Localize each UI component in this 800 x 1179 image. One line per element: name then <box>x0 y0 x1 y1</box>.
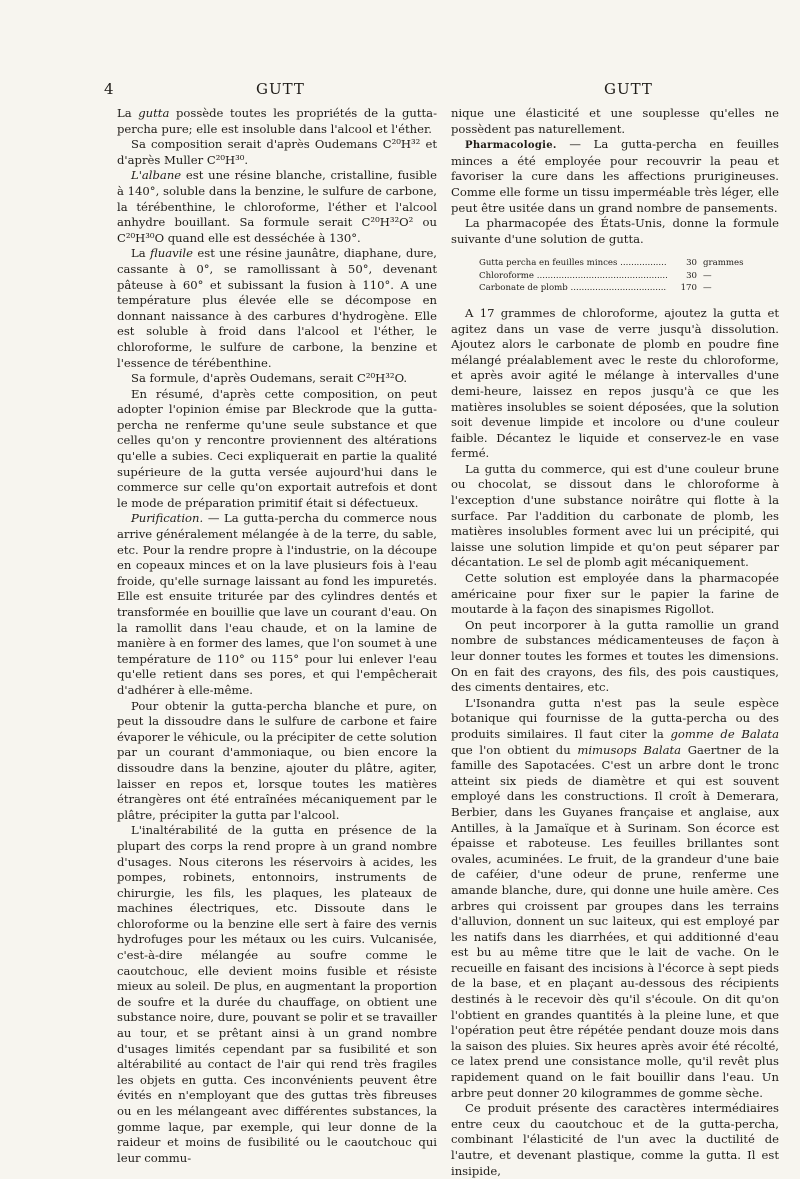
paragraph: En résumé, d'après cette composition, on peut adopter l'opinion émise par Bleckrode que la gutta-percha ne renferme qu'une seule substance et que celles qu'on y rencontre proviennent des altérations qu'elle a subies. Ceci expliquerait en partie la qualité supérieure de la gutta versée aujourd'hui dans le commerce sur celle qu'on exportait autrefois et dont le mode de préparation primitif était si défectueux. <box>117 386 437 510</box>
formula-row: Carbonate de plomb ..... 170 — <box>479 282 751 294</box>
term: fluavile <box>150 246 193 261</box>
paragraph: On peut incorporer à la gutta ramollie un grand nombre de substances médicamenteuses de façon à leur donner toutes les formes et toutes les dimensions. On en fait des crayons, des fils, des pois caustiques, des ciments dentaires, etc. <box>451 617 779 695</box>
left-column <box>117 106 437 1166</box>
paragraph: La gutta du commerce, qui est d'une couleur brune ou chocolat, se dissout dans le chloroforme à l'exception d'une substance noirâtre qui flotte à la surface. Par l'addition du carbonate de plomb, les matières insolubles forment avec lui un précipité, qui laisse une solution limpide et qu'on peut séparer par décantation. Le sel de plomb agit mécaniquement. <box>451 461 779 570</box>
formula-table <box>479 257 779 294</box>
paragraph: La pharmacopée des États-Unis, donne la formule suivante d'une solution de gutta. <box>451 216 779 246</box>
formula-row: Gutta percha en feuilles minces ..... 30 grammes <box>479 257 751 269</box>
paragraph: Cette solution est employée dans la pharmacopée américaine pour fixer sur le papier la farine de moutarde à la façon des sinapismes Rigollot. <box>451 571 779 617</box>
page-number: 4 <box>104 80 115 98</box>
header-title-right: GUTT <box>604 80 653 98</box>
section-heading: Purification. <box>131 511 204 526</box>
term: gutta <box>138 106 170 120</box>
term: L'albane <box>131 168 182 183</box>
paragraph: Sa composition serait d'après Oudemans C²⁰H³² et d'après Muller C²⁰H³⁰. <box>117 137 437 167</box>
paragraph: Ce produit présente des caractères intermédiaires entre ceux du caoutchouc et de la gutta-percha, combinant l'élasticité de l'un avec la ductilité de l'autre, et devenant plastique, comme la gutta. Il est insipide, <box>451 1101 779 1178</box>
paragraph: Pharmacologie. — La gutta-percha en feuilles minces a été employée pour recouvrir la peau et favoriser la cure dans les affections prurigineuses. Comme elle forme un tissu imperméable très léger, elle peut être usitée dans un grand nombre de pansements. <box>451 137 779 215</box>
formula-row: Chloroforme ..... 30 — <box>479 270 751 282</box>
running-header <box>0 80 800 100</box>
paragraph: Purification. — La gutta-percha du commerce nous arrive généralement mélangée à de la terre, du sable, etc. Pour la rendre propre à l'industrie, on la découpe en copeaux minces et on la lave plusieurs fois à l'eau froide, qu'elle surnage laissant au fond les impuretés. Elle est ensuite triturée par des cylindres dentés et transformée en bouillie que lave un courant d'eau. On la ramollit dans l'eau chaude, et on la lamine de manière à en former des lames, que l'on soumet à une température de 110° ou 115° pour lui enlever l'eau qu'elle retient dans ses pores, et qui l'empêcherait d'adhérer à elle-même. <box>117 511 437 697</box>
paragraph: L'Isonandra gutta n'est pas la seule espèce botanique qui fournisse de la gutta-percha ou des produits similaires. Il faut citer la gomme de Balata que l'on obtient du mimusops Balata Gaertner de la famille des Sapotacées. C'est un arbre dont le tronc atteint six pieds de diamètre et qui est souvent employé dans les constructions. Il croît à Demerara, Berbier, dans les Guyanes française et anglaise, aux Antilles, à la Jamaïque et à Surinam. Son écorce est épaisse et raboteuse. Les feuilles brillantes sont ovales, acuminées. Le fruit, de la grandeur d'une baie de caféier, d'une odeur de prune, renferme une amande blanche, dure, qui donne une huile amère. Ces arbres qui croissent par groupes dans les terrains d'alluvion, donnent un suc laiteux, qui est employé par les natifs dans les diarrhées, et qui additionné d'eau est bu au même titre que le lait de vache. On le recueille en faisant des incisions à l'écorce à sept pieds de la base, et en plaçant au-dessous des récipients destinés à le recevoir dès qu'il s'écoule. On dit qu'on l'obtient en grandes quantités à la pleine lune, et que l'opération peut être répétée pendant douze mois dans la saison des pluies. Six heures après avoir été récolté, ce latex prend une consistance molle, qu'il revêt plus rapidement quand on le fait bouillir dans l'eau. Un arbre peut donner 20 kilogrammes de gomme sèche. <box>451 695 780 1100</box>
term: gomme de Balata <box>670 726 780 741</box>
paragraph: L'inaltérabilité de la gutta en présence de la plupart des corps la rend propre à un grand nombre d'usages. Nous citerons les réservoirs à acides, les pompes, robinets, entonnoirs, instruments de chirurgie, les fils, les plaques, les plateaux de machines électriques, etc. Dissoute dans le chloroforme ou la benzine elle sert à faire des vernis hydrofuges pour les métaux ou les cuirs. Vulcanisée, c'est-à-dire mélangée au soufre comme le caoutchouc, elle devient moins fusible et résiste mieux au soleil. De plus, en augmentant la proportion de soufre et la durée du chauffage, on obtient une substance noire, dure, pouvant se polir et se travailler au tour, et se prêtant ainsi à un grand nombre d'usages limités cependant par sa fusibilité et son altérabilité au contact de l'air qui rend très fragiles les objets en gutta. Ces inconvénients peuvent être évités en n'employant que des guttas très fibreuses ou en les mélangeant avec différentes substances, la gomme laque, par exemple, qui leur donne de la raideur et moins de fusibilité ou le caoutchouc qui leur commu- <box>117 823 437 1165</box>
header-title-left: GUTT <box>256 80 305 98</box>
paragraph: nique une élasticité et une souplesse qu'elles ne possèdent pas naturellement. <box>451 106 779 136</box>
paragraph: Pour obtenir la gutta-percha blanche et pure, on peut la dissoudre dans le sulfure de carbone et faire évaporer le véhicule, ou la précipiter de cette solution par un courant d'ammoniaque, ou bien encore la dissoudre dans la benzine, ajouter du plâtre, agiter, laisser en repos et, lorsque toutes les matières étrangères ont été entraînées mécaniquement par le plâtre, précipiter la gutta par l'alcool. <box>117 698 437 822</box>
paragraph: La gutta possède toutes les propriétés de la gutta-percha pure; elle est insoluble dans l'alcool et l'éther. <box>117 106 438 136</box>
right-column <box>451 106 779 1179</box>
term: mimusops Balata <box>577 742 682 757</box>
paragraph: La fluavile est une résine jaunâtre, diaphane, dure, cassante à 0°, se ramollissant à 50°, devenant pâteuse à 60° et subissant la fusion à 110°. A une température plus élevée elle se décompose en donnant naissance à des carbures d'hydrogène. Elle est soluble à froid dans l'alcool et l'éther, le chloroforme, le sulfure de carbone, la benzine et l'essence de térébenthine. <box>117 246 437 370</box>
paragraph: Sa formule, d'après Oudemans, serait C²⁰H³²O. <box>131 371 408 386</box>
section-heading: Pharmacologie. <box>465 140 557 152</box>
paragraph: A 17 grammes de chloroforme, ajoutez la gutta et agitez dans un vase de verre jusqu'à dissolution. Ajoutez alors le carbonate de plomb en poudre fine mélangé préalablement avec le reste du chloroforme, et après avoir agité le mélange à intervalles d'une demi-heure, laissez en repos jusqu'à ce que les matières insolubles se soient déposées, que la solution soit devenue limpide et incolore ou d'une couleur faible. Décantez le liquide et conservez-le en vase fermé. <box>451 305 779 461</box>
paragraph: L'albane est une résine blanche, cristalline, fusible à 140°, soluble dans la benzine, le sulfure de carbone, la térébenthine, le chloroforme, l'éther et l'alcool anhydre bouillant. Sa formule serait C²⁰H³²O² ou C²⁰H³⁰O quand elle est desséchée à 130°. <box>117 168 438 245</box>
